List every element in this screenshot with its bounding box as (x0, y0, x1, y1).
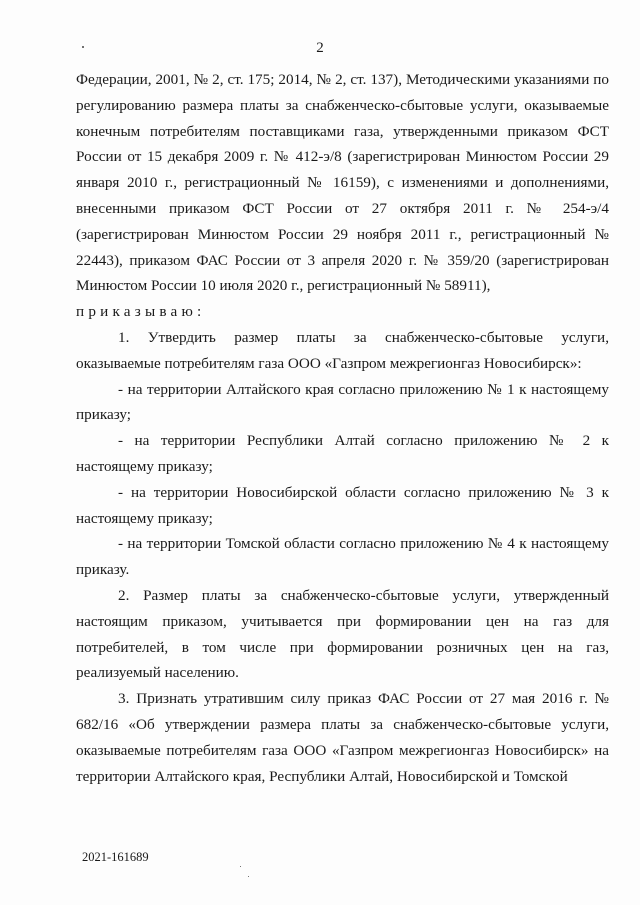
paragraph-legal-basis: Федерации, 2001, № 2, ст. 175; 2014, № 2, ст. 137), Методическими указаниями по регулированию размера платы за снабженческо-сбытовые услуги, оказываемые конечным потребителям поставщиками газа, утвержденными приказом ФСТ России от 15 декабря 2009 г. № 412-э/8 (зарегистрирован Минюстом России 29 января 2010 г., регистрационный № 16159), с изменениями и дополнениями, внесенными приказом ФСТ России от 27 октября 2011 г. № 254-э/4 (зарегистрирован Минюстом России 29 ноября 2011 г., регистрационный № 22443), приказом ФАС России от 3 апреля 2020 г. № 359/20 (зарегистрирован Минюстом России 10 июля 2020 г., регистрационный № 58911), (76, 71, 609, 295)
paragraph-item-2: 2. Размер платы за снабженческо-сбытовые услуги, утвержденный настоящим приказом, учитывается при формировании цен на газ для потребителей, в том числе при формировании розничных цен на газ, реализуемый населению. (76, 586, 609, 682)
scan-speck (82, 46, 84, 48)
scan-speck (240, 866, 241, 867)
paragraph-item-3: 3. Признать утратившим силу приказ ФАС России от 27 мая 2016 г. № 682/16 «Об утверждении размера платы за снабженческо-сбытовые услуги, оказываемые потребителям газа ООО «Газпром межрегионгаз Новосибирск» на территории Алтайского края, Республики Алтай, Новосибирской и Томской (76, 690, 609, 785)
paragraph-item-1-altai-republic: - на территории Республики Алтай согласно приложению № 2 к настоящему приказу; (76, 432, 609, 475)
paragraph-item-1-tomsk: - на территории Томской области согласно приложению № 4 к настоящему приказу. (76, 535, 609, 579)
document-body (76, 67, 609, 789)
page-number: 2 (316, 40, 324, 56)
scan-speck (248, 876, 249, 877)
order-heading: приказываю: (76, 303, 206, 321)
paragraph-item-1-altai-krai: - на территории Алтайского края согласно приложению № 1 к настоящему приказу; (76, 380, 609, 424)
document-registration-code: 2021-161689 (82, 850, 149, 864)
paragraph-item-1-novosibirsk: - на территории Новосибирской области согласно приложению № 3 к настоящему приказу; (76, 483, 609, 527)
paragraph-item-1: 1. Утвердить размер платы за снабженческо-сбытовые услуги, оказываемые потребителям газа ООО «Газпром межрегионгаз Новосибирск»: (76, 328, 609, 372)
